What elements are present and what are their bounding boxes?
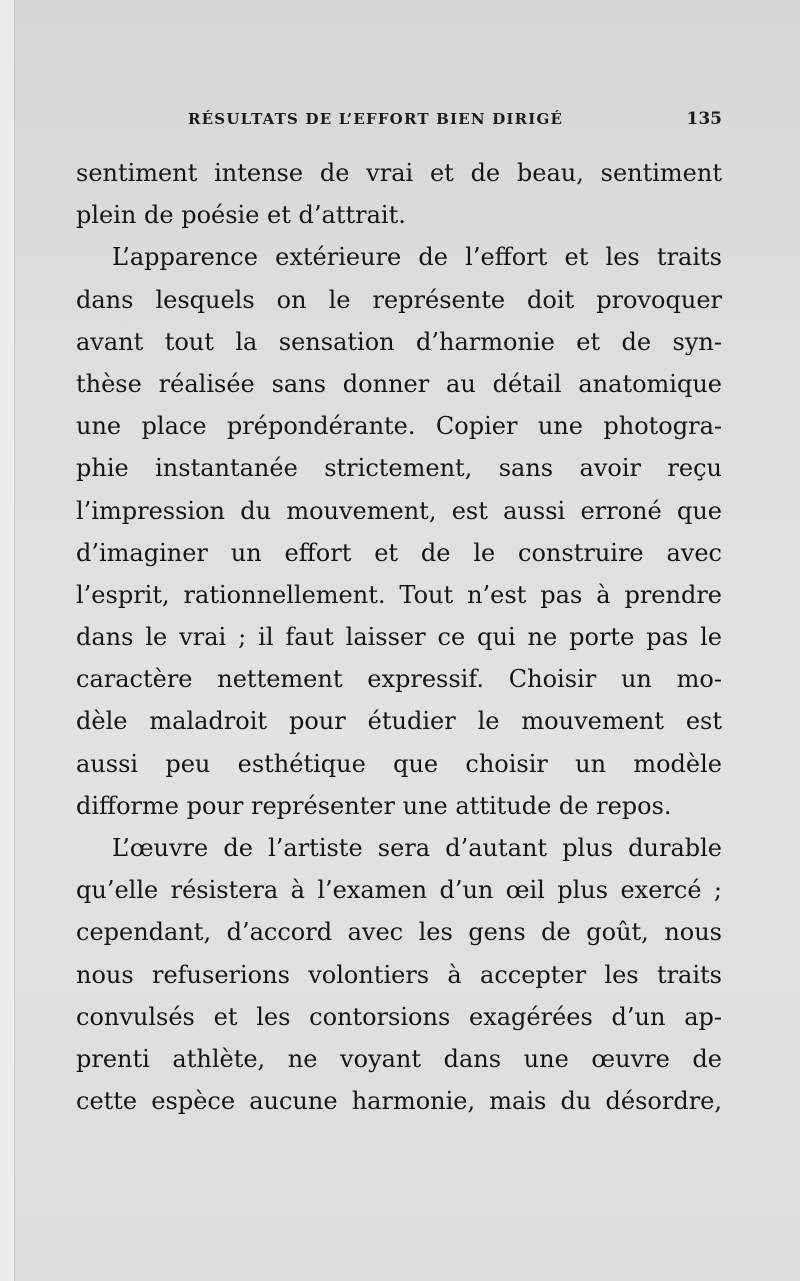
text-line: phie instantanée strictement, sans avoir reçu: [76, 454, 722, 483]
page-number: 135: [686, 109, 722, 129]
text-line: L’apparence extérieure de l’effort et les traits: [112, 243, 722, 272]
text-line: difforme pour représenter une attitude de repos.: [76, 791, 672, 820]
text-line: l’impression du mouvement, est aussi erroné que: [76, 496, 722, 525]
text-line: convulsés et les contorsions exagérées d’un ap-: [76, 1002, 722, 1031]
text-line: une place prépondérante. Copier une photogra-: [76, 412, 722, 441]
running-title: RÉSULTATS DE L’EFFORT BIEN DIRIGÉ: [188, 110, 564, 128]
text-line: cette espèce aucune harmonie, mais du désordre,: [76, 1087, 722, 1116]
text-line: prenti athlète, ne voyant dans une œuvre de: [76, 1044, 722, 1073]
text-line: aussi peu esthétique que choisir un modèle: [76, 749, 722, 778]
text-line: L’œuvre de l’artiste sera d’autant plus durable: [112, 834, 722, 862]
text-line: qu’elle résistera à l’examen d’un œil plus exercé ;: [76, 876, 722, 905]
text-line: plein de poésie et d’attrait.: [76, 201, 406, 230]
text-line: avant tout la sensation d’harmonie et de syn-: [76, 327, 722, 356]
text-line: nous refuserions volontiers à accepter les traits: [76, 960, 722, 989]
text-line: caractère nettement expressif. Choisir un mo-: [76, 665, 722, 694]
text-line: d’imaginer un effort et de le construire avec: [76, 538, 722, 567]
text-line: dèle maladroit pour étudier le mouvement est: [76, 707, 722, 736]
body-text: [76, 152, 722, 1122]
text-line: dans le vrai ; il faut laisser ce qui ne porte pas le: [76, 623, 722, 652]
page-gutter: [0, 0, 15, 1281]
text-line: sentiment intense de vrai et de beau, sentiment: [76, 159, 722, 187]
text-line: cependant, d’accord avec les gens de goût, nous: [76, 918, 722, 947]
text-line: l’esprit, rationnellement. Tout n’est pas à prendre: [76, 580, 722, 609]
text-line: dans lesquels on le représente doit provoquer: [76, 285, 722, 314]
text-line: thèse réalisée sans donner au détail anatomique: [76, 369, 722, 398]
running-header: [76, 106, 722, 136]
